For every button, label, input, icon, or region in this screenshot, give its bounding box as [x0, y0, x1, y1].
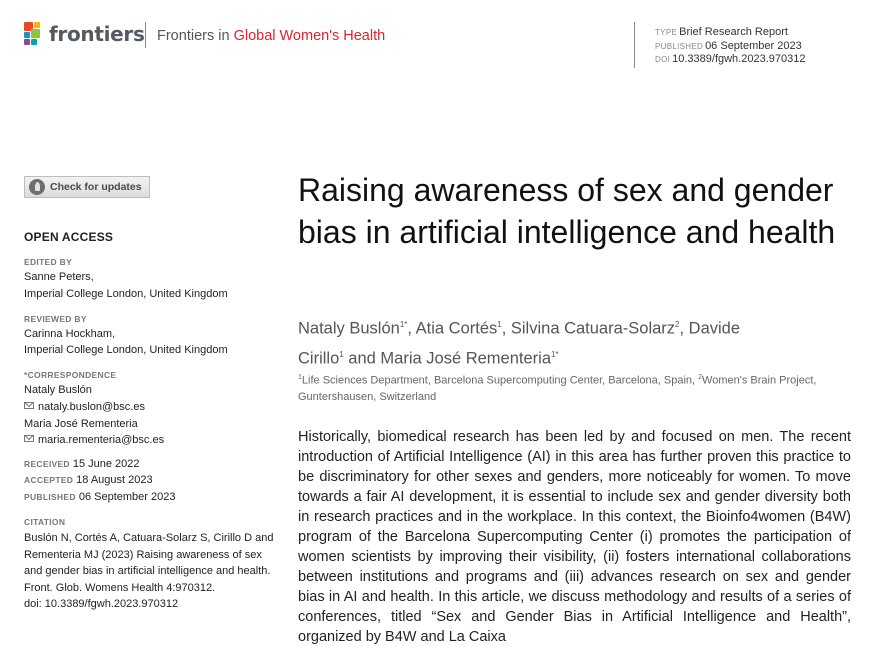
- edited-by-label: EDITED BY: [24, 257, 73, 267]
- affiliation-1: Life Sciences Department, Barcelona Supercomputing Center, Barcelona, Spain,: [301, 374, 696, 387]
- published-label: PUBLISHED: [655, 41, 704, 51]
- author-name[interactable]: Maria José Rementeria: [380, 349, 551, 367]
- author-conjunction: and: [348, 349, 376, 367]
- journal-title: Global Women's Health: [233, 28, 386, 44]
- published-date-sidebar: 06 September 2023: [78, 491, 176, 503]
- reviewer-affiliation: Imperial College London, United Kingdom: [24, 344, 228, 356]
- author-sup: 1*: [399, 320, 408, 329]
- journal-name[interactable]: [157, 28, 385, 44]
- editor-name: Sanne Peters,: [24, 271, 94, 283]
- corr2-email-row: [24, 434, 164, 446]
- published-label-sidebar: PUBLISHED: [24, 492, 76, 502]
- article-type-row: [655, 26, 805, 40]
- bookmark-icon: [29, 179, 45, 195]
- corr1-email[interactable]: nataly.buslon@bsc.es: [38, 401, 145, 413]
- accepted-label: ACCEPTED: [24, 475, 74, 485]
- author-name[interactable]: Silvina Catuara-Solarz: [510, 319, 676, 338]
- header-divider: [145, 22, 146, 48]
- check-for-updates-button[interactable]: [24, 176, 150, 198]
- reviewer-name: Carinna Hockham,: [24, 328, 116, 340]
- published-date: 06 September 2023: [705, 39, 802, 52]
- author-sup: 1: [497, 320, 502, 329]
- affil-sup: 1: [298, 374, 302, 381]
- frontiers-logo[interactable]: [24, 22, 145, 46]
- corr1-name: Nataly Buslón: [24, 384, 92, 396]
- author-sup: 2: [675, 320, 680, 329]
- author-list: Nataly Buslón$^{1*}$, Atia Cortés$^1$, Silvina Catuara-Solarz$^2$, Davide Cirillo$^1$ and Maria José Rementeria$^{1*}$: [298, 319, 741, 367]
- author-sup: 1*: [551, 349, 559, 359]
- accepted-row: [24, 474, 153, 486]
- corr1-email-row: [24, 401, 145, 413]
- published-row: [655, 40, 805, 54]
- citation-text: Buslón N, Cortés A, Catuara-Solarz S, Cirillo D and Rementeria MJ (2023) Raising awareness of sex and gender bias in artificial intelligence and health.: [24, 532, 274, 578]
- open-access-label: OPEN ACCESS: [24, 230, 114, 244]
- corr2-name: Maria José Rementeria: [24, 418, 138, 430]
- article-type-label: TYPE: [655, 28, 678, 37]
- doi-link[interactable]: 10.3389/fgwh.2023.970312: [672, 53, 806, 65]
- citation-journal: Front. Glob. Womens Health 4:970312.: [24, 581, 216, 594]
- correspondence-label: *CORRESPONDENCE: [24, 370, 117, 380]
- received-row: [24, 458, 140, 470]
- reviewed-by-label: REVIEWED BY: [24, 314, 87, 324]
- journal-prefix: Frontiers in: [157, 28, 234, 44]
- citation-doi[interactable]: doi: 10.3389/fgwh.2023.970312: [24, 598, 179, 611]
- abstract-text: Historically, biomedical research has been led by and focused on men. The recent introduction of Artificial Intelligence (AI) in this area has further proven this practice to be discriminatory for other sexes and genders, more noticeably for women. To move towards a fair AI development, it is essential to include sex and gender diversity both in research practices and in the workplace. In this context, the Bioinfo4women (B4W) program of the Barcelona Supercomputing Center (i) promotes the participation of women scientists by improving their visibility, (ii) fosters international collaborations between institutions and programs and (iii) advances research on sex and gender bias in AI and health. In this article, we discuss methodology and results of a series of conferences, titled “Sex and Gender Bias in Artificial Intelligence and Health”, organized by B4W and La Caixa: [298, 429, 851, 645]
- affiliations: [298, 370, 858, 405]
- author-name[interactable]: Davide Cirillo: [298, 319, 741, 367]
- check-updates-label: Check for updates: [50, 181, 142, 193]
- logo-wordmark: frontiers: [49, 22, 145, 46]
- meta-divider: [634, 22, 635, 68]
- corr2-email[interactable]: maria.rementeria@bsc.es: [38, 434, 165, 446]
- author-name[interactable]: Nataly Buslón: [298, 319, 400, 338]
- citation-label: CITATION: [24, 517, 66, 527]
- doi-label: DOI: [655, 55, 671, 64]
- article-type: Brief Research Report: [679, 26, 788, 38]
- frontiers-logo-icon: [24, 22, 46, 46]
- mail-icon: [24, 402, 34, 409]
- affiliation-2: Women's Brain Project, Guntershausen, Switzerland: [298, 374, 817, 403]
- author-name[interactable]: Atia Cortés: [415, 319, 498, 338]
- article-title: Raising awareness of sex and gender bias in artificial intelligence and health: [298, 172, 836, 250]
- accepted-date: 18 August 2023: [76, 474, 153, 486]
- affil-sup: 2: [698, 374, 703, 381]
- published-row-sidebar: [24, 491, 175, 503]
- editor-affiliation: Imperial College London, United Kingdom: [24, 288, 228, 300]
- doi-row: [655, 53, 805, 67]
- article-meta: [655, 26, 805, 67]
- citation-block: [24, 530, 279, 613]
- mail-icon: [24, 435, 34, 442]
- author-sup: 1: [339, 349, 344, 359]
- received-label: RECEIVED: [24, 459, 70, 469]
- received-date: 15 June 2022: [72, 458, 140, 470]
